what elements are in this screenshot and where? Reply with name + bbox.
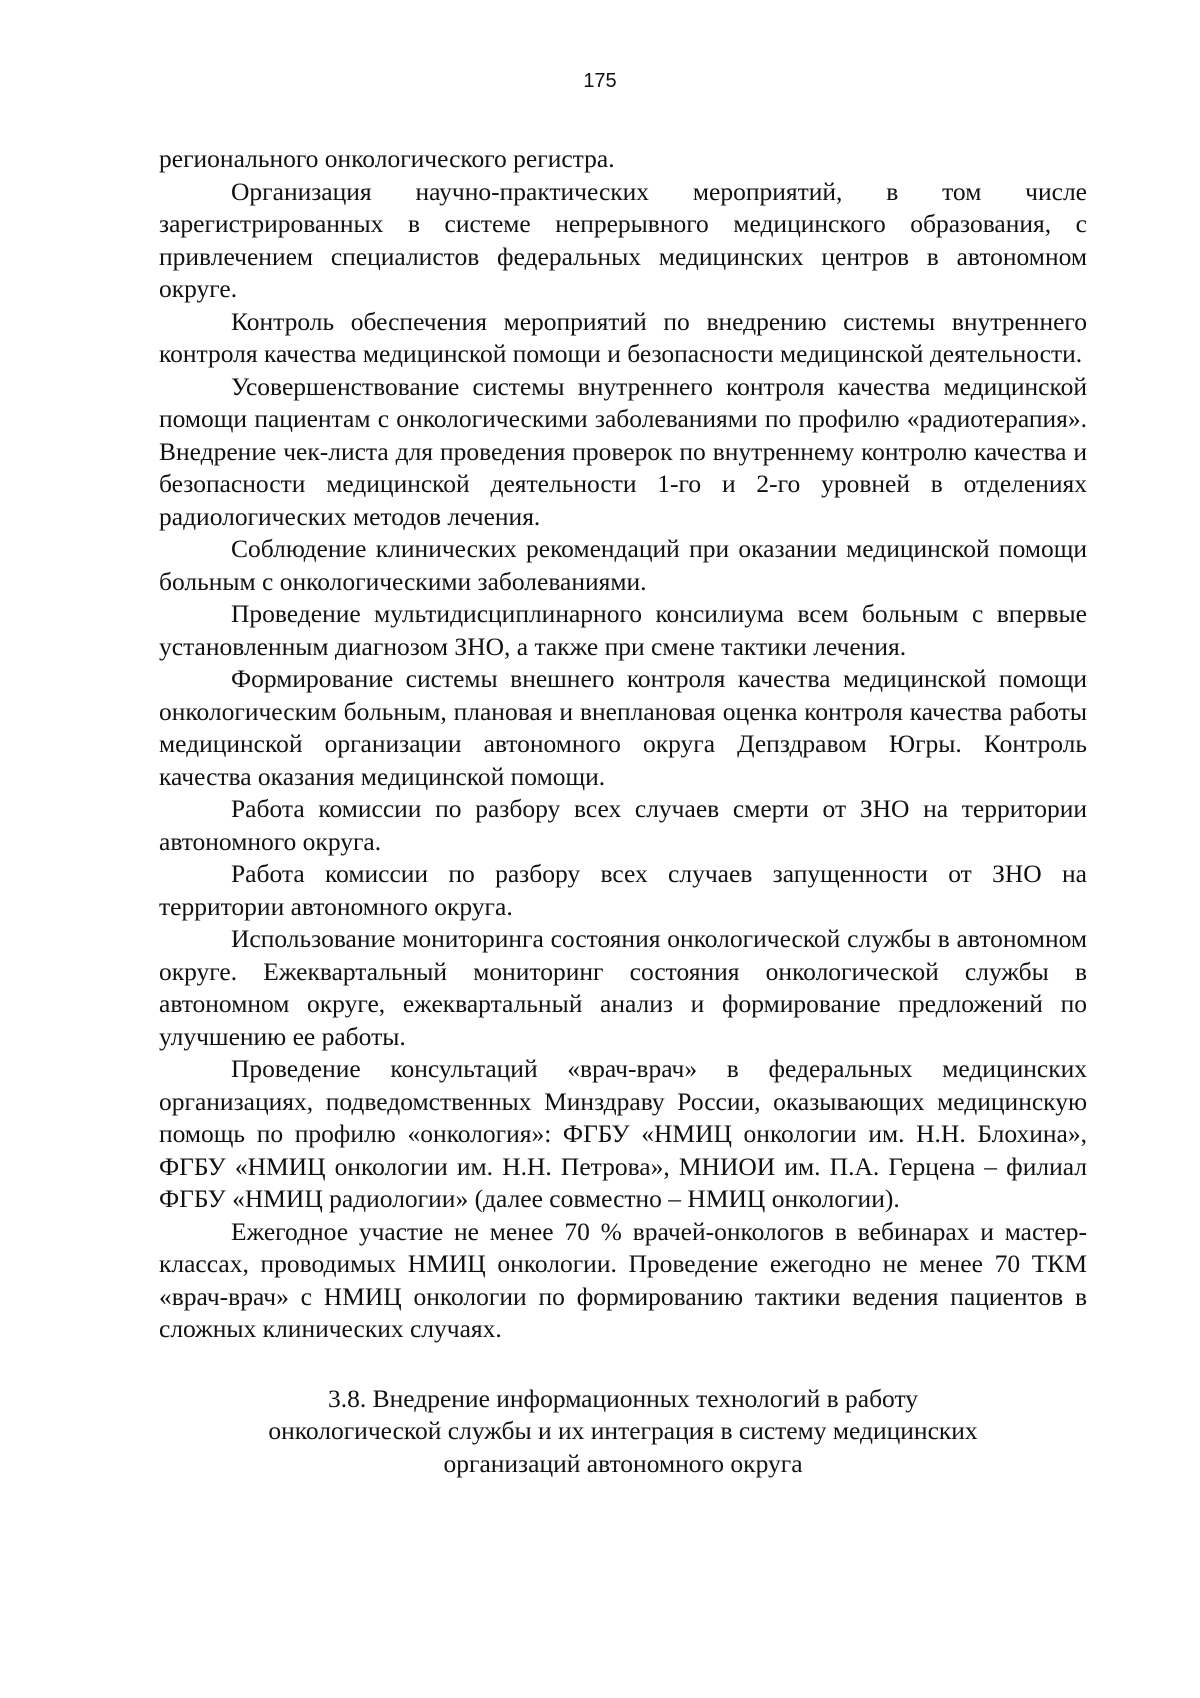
paragraph: Формирование системы внешнего контроля качества медицинской помощи онкологическим больным, плановая и внеплановая оценка контроля качества работы медицинской организации автономного округа Депздравом Югры. Контроль качества оказания медицинской помощи. (159, 664, 1087, 791)
paragraph: Усовершенствование системы внутреннего контроля качества медицинской помощи пациентам с онкологическими заболеваниями по профилю «радиотерапия». Внедрение чек-листа для проведения проверок по внутреннему контролю качества и безопасности медицинской деятельности 1-го и 2-го уровней в отделениях радиологических методов лечения. (159, 371, 1087, 531)
section-heading (159, 1383, 1087, 1481)
paragraph: Проведение консультаций «врач-врач» в федеральных медицинских организациях, подведомственных Минздраву России, оказывающих медицинскую помощь по профилю «онкология»: ФГБУ «НМИЦ онкологии им. Н.Н. Блохина», ФГБУ «НМИЦ онкологии им. Н.Н. Петрова», МНИОИ им. П.А. Герцена – филиал ФГБУ «НМИЦ радиологии» (далее совместно – НМИЦ онкологии). (159, 1054, 1087, 1213)
page-number: 175 (583, 70, 617, 92)
section-heading-line: организаций автономного округа (443, 1448, 803, 1478)
paragraph-continuation: регионального онкологического регистра. (159, 144, 615, 173)
section-heading-line: онкологической службы и их интеграция в систему медицинских (268, 1416, 978, 1445)
paragraph: Работа комиссии по разбору всех случаев смерти от ЗНО на территории автономного округа. (159, 794, 1087, 856)
document-body (159, 143, 1087, 1480)
paragraph: Соблюдение клинических рекомендаций при оказании медицинской помощи больным с онкологическими заболеваниями. (159, 534, 1087, 596)
paragraph: Проведение мультидисциплинарного консилиума всем больным с впервые установленным диагнозом ЗНО, а также при смене тактики лечения. (159, 599, 1087, 661)
paragraph: Ежегодное участие не менее 70 % врачей-онкологов в вебинарах и мастер-классах, проводимых НМИЦ онкологии. Проведение ежегодно не менее 70 ТКМ «врач-врач» с НМИЦ онкологии по формированию тактики ведения пациентов в сложных клинических случаях. (159, 1216, 1087, 1343)
paragraph: Работа комиссии по разбору всех случаев запущенности от ЗНО на территории автономного округа. (159, 859, 1087, 921)
paragraph: Контроль обеспечения мероприятий по внедрению системы внутреннего контроля качества медицинской помощи и безопасности медицинской деятельности. (159, 306, 1087, 368)
paragraph: Организация научно-практических мероприятий, в том числе зарегистрированных в системе непрерывного медицинского образования, с привлечением специалистов федеральных медицинских центров в автономном округе. (159, 176, 1087, 303)
section-heading-line: 3.8. Внедрение информационных технологий в работу (327, 1383, 919, 1413)
paragraph: Использование мониторинга состояния онкологической службы в автономном округе. Ежеквартальный мониторинг состояния онкологической службы в автономном округе, ежеквартальный анализ и формирование предложений по улучшению ее работы. (159, 924, 1087, 1051)
